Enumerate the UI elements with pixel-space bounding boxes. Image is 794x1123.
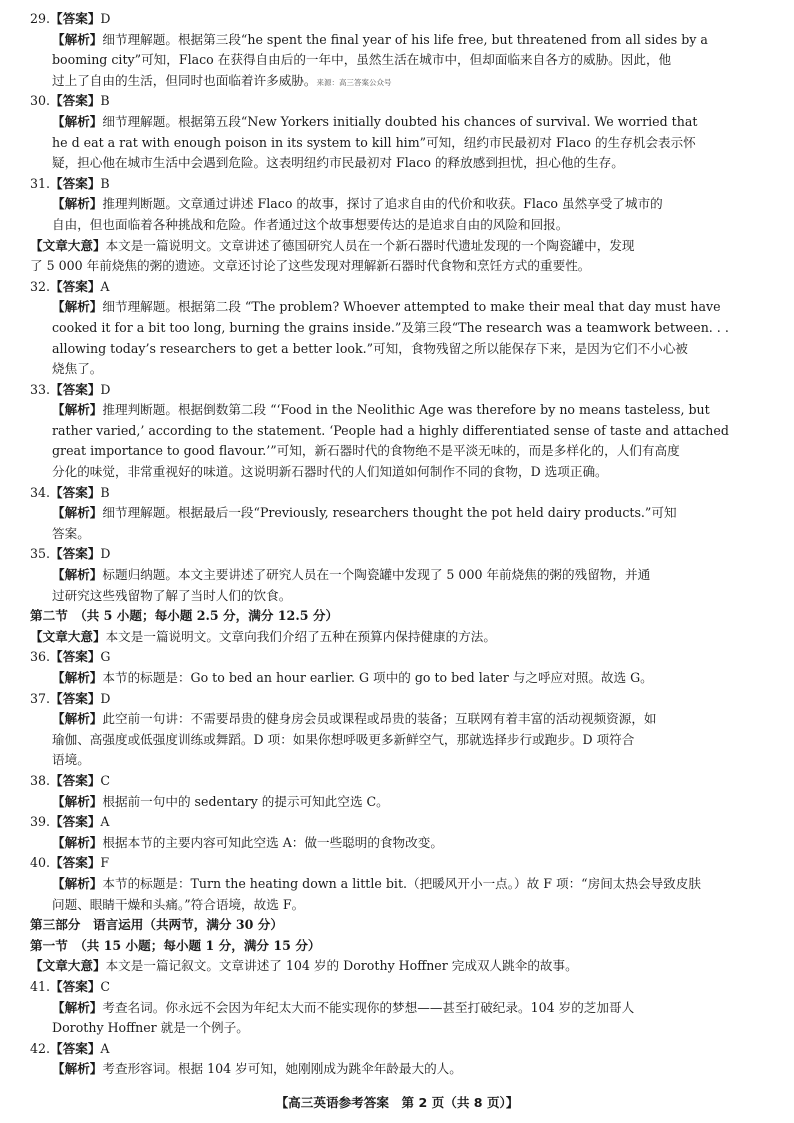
text-line — [30, 812, 764, 833]
text-segment: Dorothy Hoffner 就是一个例子。 — [52, 1020, 249, 1036]
text-segment: 自由，但也面临着各种挑战和危险。作者通过这个故事想要传达的是追求自由的风险和回报。 — [52, 216, 569, 232]
text-segment: 41. — [30, 978, 51, 994]
text-line — [30, 524, 764, 545]
text-line — [30, 441, 764, 462]
text-segment: D — [100, 546, 111, 562]
text-segment: 推理判断题。文章通过讲述 Flaco 的故事，探讨了追求自由的代价和收获。Flaco 虽然享受了城市的 — [102, 196, 663, 212]
text-segment: 瑜伽、高强度或低强度训练或舞蹈。D 项：如果你想呼吸更多新鲜空气，那就选择步行或跑步。D 项符合 — [52, 731, 635, 747]
bold-label: 【解析】 — [52, 670, 103, 685]
text-line — [30, 359, 764, 380]
text-line — [30, 647, 764, 668]
bold-label: 【文章大意】 — [30, 237, 106, 253]
text-line — [30, 1039, 764, 1060]
text-segment: 此空前一句讲：不需要昂贵的健身房会员或课程或昂贵的装备；互联网有着丰富的活动视频资源，如 — [102, 711, 657, 727]
bold-label: 【答案】 — [50, 381, 101, 397]
bold-label: 【答案】 — [50, 1040, 101, 1056]
bold-label: 【解析】 — [52, 196, 103, 212]
bold-label: 【答案】 — [50, 278, 101, 294]
text-segment: 39. — [30, 814, 51, 830]
text-line — [30, 895, 764, 916]
text-segment: 推理判断题。根据倒数第二段 “‘Food in the Neolithic Age was therefore by no means tasteless, but — [102, 402, 710, 418]
text-line — [30, 133, 764, 154]
text-segment: 32. — [30, 278, 51, 294]
bold-label: 【解析】 — [52, 1061, 103, 1077]
text-segment: booming city”可知，Flaco 在获得自由后的一年中，虽然生活在城市中，但却面临来自各方的威胁。因此，他 — [52, 52, 672, 68]
text-segment: D — [100, 11, 111, 26]
text-line — [30, 215, 764, 236]
text-segment: 31. — [30, 175, 51, 191]
text-segment: D — [100, 381, 111, 397]
bold-label: 第一节 （共 15 小题；每小题 1 分，满分 15 分） — [30, 937, 321, 953]
bold-label: 第三部分 语言运用（共两节，满分 30 分） — [30, 917, 283, 933]
text-segment: 标题归纳题。本文主要讲述了研究人员在一个陶瓷罐中发现了 5 000 年前烧焦的粥的残留物，并通 — [102, 567, 651, 583]
bold-label: 【解析】 — [52, 31, 103, 47]
text-segment: 根据本节的主要内容可知此空选 A：做一些聪明的食物改变。 — [102, 834, 443, 850]
text-segment: 了 5 000 年前烧焦的粥的遗迹。文章还讨论了这些发现对理解新石器时代食物和烹饪方式的重要性。 — [30, 258, 591, 274]
text-segment: A — [100, 278, 110, 294]
bold-label: 【文章大意】 — [30, 628, 106, 644]
text-line — [30, 709, 764, 730]
text-line — [30, 956, 764, 977]
text-line — [30, 1018, 764, 1039]
text-line — [30, 977, 764, 998]
text-segment: 细节理解题。根据第三段“he spent the final year of his life free, but threatened from all sides by a — [102, 31, 708, 47]
text-segment: 本文是一篇记叙文。文章讲述了 104 岁的 Dorothy Hoffner 完成双人跳伞的故事。 — [105, 958, 578, 974]
text-segment: 分化的味觉，非常重视好的味道。这说明新石器时代的人们知道如何制作不同的食物，D 选项正确。 — [52, 464, 608, 480]
text-line — [30, 689, 764, 710]
text-segment: 烧焦了。 — [52, 361, 103, 377]
bold-label: 【解析】 — [52, 505, 103, 521]
bold-label: 【解析】 — [52, 299, 103, 315]
text-line — [30, 606, 764, 627]
text-line — [30, 565, 764, 586]
bold-label: 【答案】 — [50, 175, 101, 191]
bold-label: 【答案】 — [50, 484, 101, 500]
text-segment: 35. — [30, 546, 51, 562]
text-segment: 42. — [30, 1040, 51, 1056]
text-line — [30, 318, 764, 339]
text-segment: B — [100, 175, 110, 191]
text-line — [30, 627, 764, 648]
text-segment: 细节理解题。根据第二段 “The problem? Whoever attempted to make their meal that day must have — [102, 299, 721, 315]
text-line — [30, 936, 764, 957]
text-segment: D — [100, 690, 111, 706]
text-segment: 29. — [30, 11, 51, 26]
text-segment: 本文是一篇说明文。文章讲述了德国研究人员在一个新石器时代遗址发现的一个陶瓷罐中，发现 — [105, 237, 635, 253]
bold-label: 【文章大意】 — [30, 958, 106, 974]
text-line — [30, 833, 764, 854]
text-line — [30, 236, 764, 257]
text-line — [30, 544, 764, 565]
text-line — [30, 874, 764, 895]
text-segment: 问题、眼睛干燥和头痛。”符合语境，故选 F。 — [52, 896, 305, 912]
text-line — [30, 1059, 764, 1080]
text-line — [30, 256, 764, 277]
text-line — [30, 194, 764, 215]
bold-label: 【解析】 — [52, 402, 103, 418]
text-line — [30, 462, 764, 483]
text-line — [30, 174, 764, 195]
bold-label: 【解析】 — [52, 567, 103, 583]
text-segment: 疑，担心他在城市生活中会遇到危险。这表明纽约市民最初对 Flaco 的释放感到担忧，担心他的生存。 — [52, 155, 624, 171]
text-line — [30, 792, 764, 813]
text-segment: 本文是一篇说明文。文章向我们介绍了五种在预算内保持健康的方法。 — [105, 628, 496, 644]
bold-label: 【解析】 — [52, 999, 103, 1015]
bold-label: 【答案】 — [50, 649, 101, 665]
text-segment: 38. — [30, 772, 51, 788]
text-segment: 30. — [30, 93, 51, 109]
bold-label: 【答案】 — [50, 772, 101, 788]
text-segment: C — [100, 772, 111, 788]
text-line — [30, 339, 764, 360]
bold-label: 【答案】 — [50, 546, 101, 562]
text-line — [30, 503, 764, 524]
text-segment: G — [100, 649, 111, 665]
bold-label: 【解析】 — [52, 113, 103, 129]
answer-text-body — [30, 9, 764, 1080]
bold-label: 【解析】 — [52, 711, 103, 727]
text-segment: 37. — [30, 690, 51, 706]
bold-label: 【解析】 — [52, 793, 103, 809]
text-line — [30, 771, 764, 792]
text-segment: 答案。 — [52, 525, 90, 541]
text-segment: cooked it for a bit too long, burning the grains inside.”及第三段“The research was a teamwork between. . . — [52, 319, 729, 335]
bold-label: 【解析】 — [52, 834, 103, 850]
bold-label: 【答案】 — [50, 690, 101, 706]
source-watermark: 来源：高三答案公众号 — [316, 77, 392, 87]
text-line — [30, 586, 764, 607]
text-line — [30, 915, 764, 936]
text-segment: 36. — [30, 649, 51, 665]
bold-label: 【答案】 — [50, 814, 101, 830]
text-segment: 考查名词。你永远不会因为年纪太大而不能实现你的梦想——甚至打破纪录。104 岁的芝加哥人 — [102, 999, 635, 1015]
text-segment: B — [100, 484, 110, 500]
text-segment: 34. — [30, 484, 51, 500]
page-footer: 【高三英语参考答案 第 2 页（共 8 页）】 — [275, 1095, 519, 1110]
text-segment: 过研究这些残留物了解了当时人们的饮食。 — [52, 587, 292, 603]
text-segment: 细节理解题。根据最后一段“Previously, researchers thought the pot held dairy products.”可知 — [102, 505, 677, 521]
text-segment: 本节的标题是：Turn the heating down a little bit.（把暖风开小一点。）故 F 项：“房间太热会导致皮肤 — [102, 875, 701, 891]
text-segment: 语境。 — [52, 752, 90, 768]
text-line — [30, 998, 764, 1019]
text-line — [30, 91, 764, 112]
text-line — [30, 297, 764, 318]
text-line — [30, 30, 764, 51]
text-segment: F — [100, 855, 110, 871]
text-segment: 过上了自由的生活，但同时也面临着许多威胁。 — [52, 72, 317, 88]
text-line — [30, 71, 764, 92]
text-segment: great importance to good flavour.’”可知，新石器时代的食物绝不是平淡无味的，而是多样化的，人们有高度 — [52, 443, 680, 459]
text-segment: 根据前一句中的 sedentary 的提示可知此空选 C。 — [102, 793, 389, 809]
text-line — [30, 730, 764, 751]
text-segment: 33. — [30, 381, 51, 397]
text-segment: C — [100, 978, 111, 994]
text-segment: 40. — [30, 855, 51, 871]
text-line — [30, 277, 764, 298]
bold-label: 【解析】 — [52, 875, 103, 891]
text-line — [30, 853, 764, 874]
text-segment: 考查形容词。根据 104 岁可知，她刚刚成为跳伞年龄最大的人。 — [102, 1061, 462, 1077]
text-segment: rather varied,’ according to the statement. ‘People had a highly differentiated sense of taste and attached — [52, 422, 729, 438]
text-line — [30, 9, 764, 30]
bold-label: 第二节 （共 5 小题；每小题 2.5 分，满分 12.5 分） — [30, 608, 339, 624]
text-line — [30, 50, 764, 71]
bold-label: 【答案】 — [50, 93, 101, 109]
bold-label: 【答案】 — [50, 978, 101, 994]
text-segment: A — [100, 1040, 110, 1056]
text-segment: 细节理解题。根据第五段“New Yorkers initially doubted his chances of survival. We worried that — [102, 113, 698, 129]
bold-label: 【答案】 — [50, 855, 101, 871]
text-segment: 本节的标题是：Go to bed an hour earlier. G 项中的 go to bed later 与之呼应对照。故选 G。 — [102, 670, 653, 685]
text-line — [30, 380, 764, 401]
text-segment: he d eat a rat with enough poison in its system to kill him”可知，纽约市民最初对 Flaco 的生存机会表示怀 — [52, 134, 696, 150]
text-segment: allowing today’s researchers to get a better look.”可知，食物残留之所以能保存下来，是因为它们不小心被 — [52, 340, 688, 356]
text-line — [30, 153, 764, 174]
text-segment: A — [100, 814, 110, 830]
text-line — [30, 750, 764, 771]
text-line — [30, 421, 764, 442]
text-line — [30, 483, 764, 504]
bold-label: 【答案】 — [50, 11, 101, 26]
text-line — [30, 668, 764, 689]
text-segment: B — [100, 93, 110, 109]
text-line — [30, 112, 764, 133]
text-line — [30, 400, 764, 421]
